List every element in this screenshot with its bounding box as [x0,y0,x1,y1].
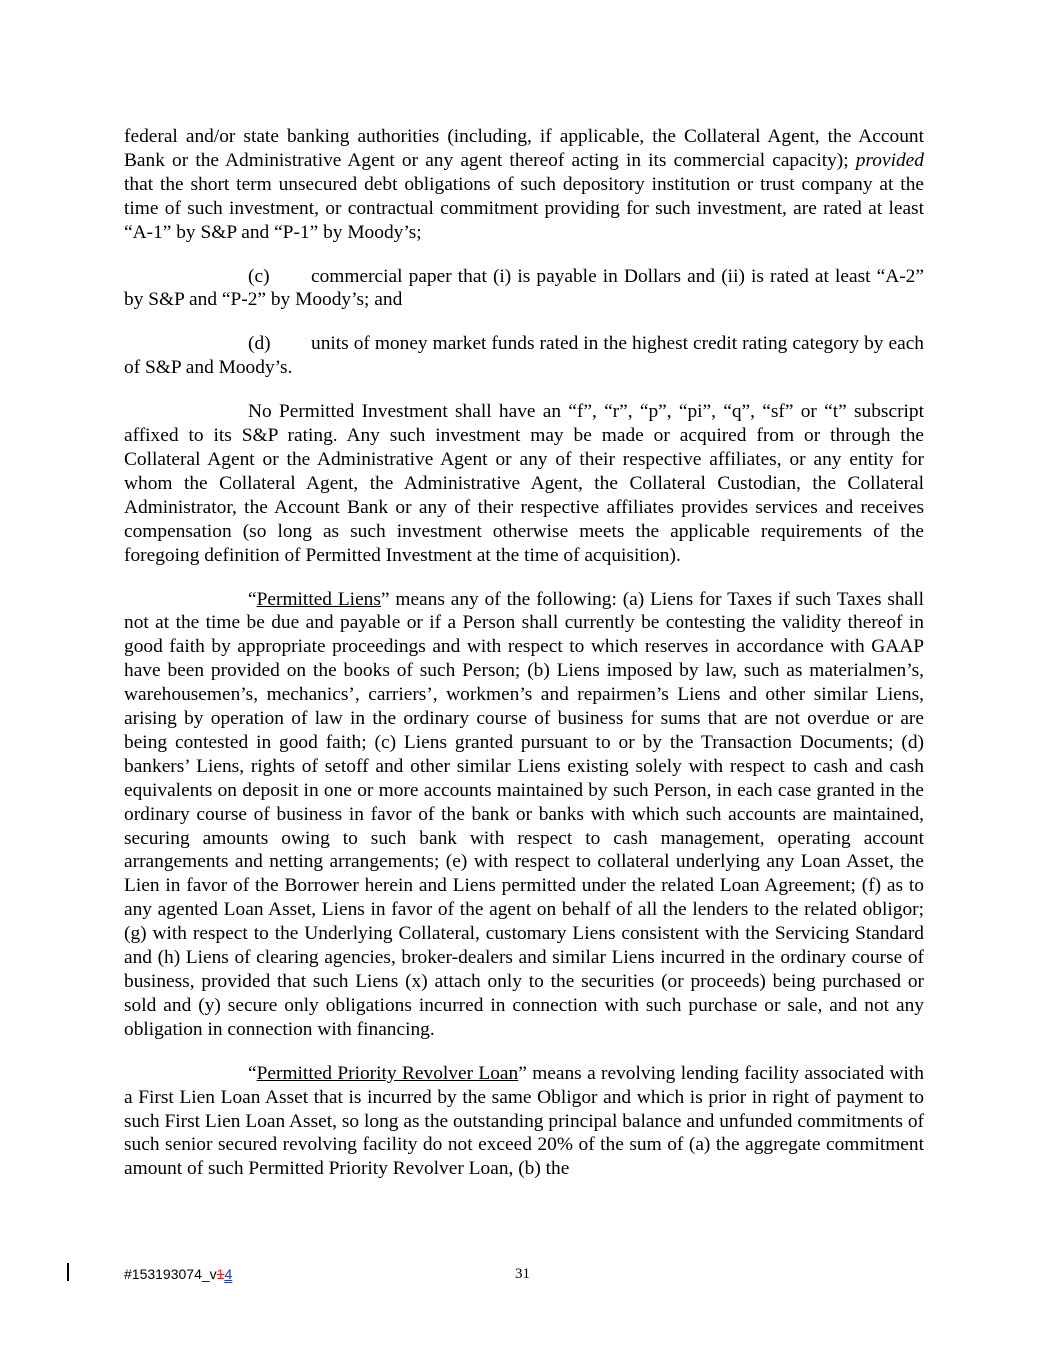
clause-text: commercial paper that (i) is payable in Dollars and (ii) is rated at least “A-2” by S&P and “P-2” by Moody’s; and [124,265,924,311]
document-body [124,125,924,1201]
definition-text: ” means any of the following: (a) Liens for Taxes if such Taxes shall not at the time be due and payable or if a Person shall currently be contesting the validity thereof in good faith by appropriate proceedings and with respect to which reserves in accordance with GAAP have been provided on the books of such Person; (b) Liens imposed by law, such as materialmen’s, warehousemen’s, mechanics’, carriers’, workmen’s and repairmen’s Liens and other similar Liens, arising by operation of law in the ordinary course of business for sums that are not overdue or are being contested in good faith; (c) Liens granted pursuant to or by the Transaction Documents; (d) bankers’ Liens, rights of setoff and other similar Liens existing solely with respect to cash and cash equivalents on deposit in one or more accounts maintained by such Person, in each case granted in the ordinary course of business in favor of the bank or banks with which such accounts are maintained, securing amounts owing to such bank with respect to cash management, operating account arrangements and netting arrangements; (e) with respect to collateral underlying any Loan Asset, the Lien in favor of the Borrower herein and Liens permitted under the related Loan Agreement; (f) as to any agented Loan Asset, Liens in favor of the agent on behalf of all the lenders to the related obligor; (g) with respect to the Underlying Collateral, customary Liens consistent with the Servicing Standard and (h) Liens of clearing agencies, broker-dealers and similar Liens incurred in the ordinary course of business, provided that such Liens (x) attach only to the securities (or proceeds) being purchased or sold and (y) secure only obligations incurred in connection with such purchase or sale, and not any obligation in connection with financing. [124,588,924,1040]
definition-permitted-liens [124,588,924,1042]
defined-term: Permitted Liens [256,588,381,610]
definition-permitted-priority-revolver-loan [124,1062,924,1182]
clause-c [124,265,924,313]
clause-d [124,332,924,380]
document-id [124,1266,232,1282]
deleted-version: 1 [216,1266,225,1282]
clause-label: (d) [248,333,271,355]
quote: “ [248,1062,257,1084]
provided-italic: provided [855,149,924,171]
text: that the short term unsecured debt obligations of such depository institution or trust company at the time of such investment, or contractual commitment providing for such investment, are rated at least “A-1” by S&P and “P-1” by Moody’s; [124,173,924,243]
paragraph-no-permitted-investment: No Permitted Investment shall have an “f”, “r”, “p”, “pi”, “q”, “sf” or “t” subscript affixed to its S&P rating. Any such investment may be made or acquired from or through the Collateral Agent or the Administrative Agent or any of their respective affiliates, or any entity for whom the Collateral Agent, the Administrative Agent, the Collateral Custodian, the Collateral Administrator, the Account Bank or any of their respective affiliates provides services and receives compensation (so long as such investment otherwise meets the applicable requirements of the foregoing definition of Permitted Investment at the time of acquisition). [124,401,924,566]
clause-text: units of money market funds rated in the highest credit rating category by each of S&P and Moody’s. [124,333,924,379]
doc-id-prefix: #153193074_v [124,1266,217,1282]
change-bar [67,1263,69,1281]
defined-term: Permitted Priority Revolver Loan [256,1062,519,1084]
definition-text: ” means a revolving lending facility associated with a First Lien Loan Asset that is incurred by the same Obligor and which is prior in right of payment to such First Lien Loan Asset, so long as the outstanding principal balance and unfunded commitments of such senior secured revolving facility do not exceed 20% of the sum of (a) the aggregate commitment amount of such Permitted Priority Revolver Loan, (b) the [124,1062,924,1180]
paragraph-deposit-obligations [124,125,924,245]
text: federal and/or state banking authorities (including, if applicable, the Collateral Agent, the Account Bank or the Administrative Agent or any agent thereof acting in its commercial capacity); [124,126,924,171]
clause-label: (c) [248,265,270,287]
inserted-version: 4 [224,1266,233,1282]
page-number: 31 [515,1266,530,1282]
quote: “ [248,588,257,610]
